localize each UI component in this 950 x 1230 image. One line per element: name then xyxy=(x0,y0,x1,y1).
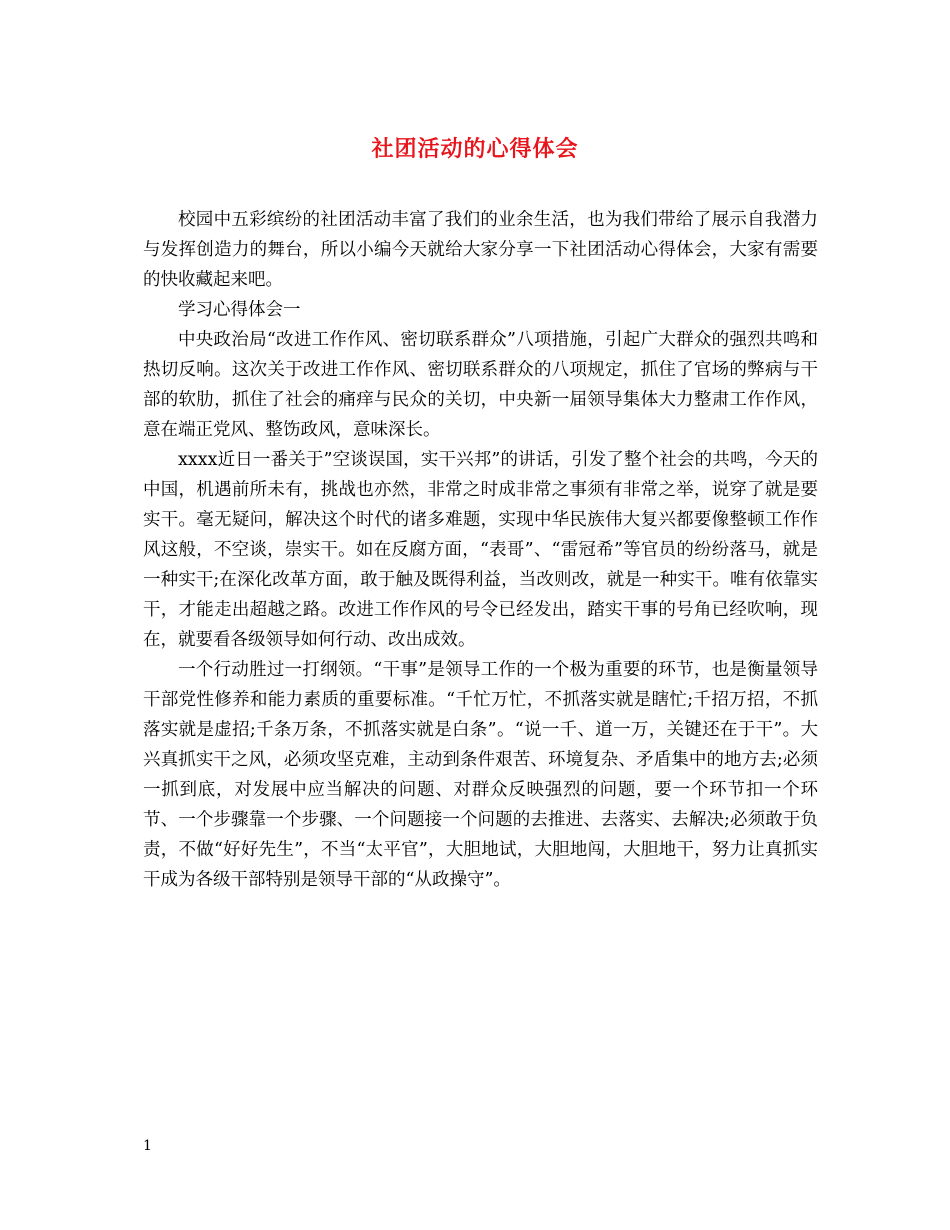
body-paragraph: 一个行动胜过一打纲领。“干事”是领导工作的一个极为重要的环节，也是衡量领导干部党性修养和能力素质的重要标准。“千忙万忙，不抓落实就是瞎忙;千招万招，不抓落实就是虚招;千条万条，不抓落实就是白条”。“说一千、道一万，关键还在于干”。大兴真抓实干之风，必须攻坚克难，主动到条件艰苦、环境复杂、矛盾集中的地方去;必须一抓到底，对发展中应当解决的问题、对群众反映强烈的问题，要一个环节扣一个环节、一个步骤靠一个步骤、一个问题接一个问题的去推进、去落实、去解决;必须敢于负责，不做“好好先生”，不当“太平官”，大胆地试，大胆地闯，大胆地干，努力让真抓实干成为各级干部特别是领导干部的“从政操守”。 xyxy=(143,660,818,890)
body-paragraph: 中央政治局“改进工作作风、密切联系群众”八项措施，引起广大群众的强烈共鸣和热切反响。这次关于改进工作作风、密切联系群众的八项规定，抓住了官场的弊病与干部的软肋，抓住了社会的痛痒与民众的关切，中央新一届领导集体大力整肃工作作风，意在端正党风、整饬政风，意味深长。 xyxy=(143,330,818,440)
document-body xyxy=(143,205,818,895)
document-title: 社团活动的心得体会 xyxy=(371,136,579,162)
page-number: 1 xyxy=(143,1138,152,1154)
body-paragraph: xxxx近日一番关于”空谈误国，实干兴邦”的讲话，引发了整个社会的共鸣，今天的中国，机遇前所未有，挑战也亦然，非常之时成非常之事须有非常之举，说穿了就是要实干。毫无疑问，解决这个时代的诸多难题，实现中华民族伟大复兴都要像整顿工作作风这般，不空谈，崇实干。如在反腐方面，“表哥”、“雷冠希”等官员的纷纷落马，就是一种实干;在深化改革方面，敢于触及既得利益，当改则改，就是一种实干。唯有依靠实干，才能走出超越之路。改进工作作风的号令已经发出，踏实干事的号角已经吹响，现在，就要看各级领导如何行动、改出成效。 xyxy=(143,450,818,650)
section-heading: 学习心得体会一 xyxy=(178,300,301,320)
intro-paragraph: 校园中五彩缤纷的社团活动丰富了我们的业余生活，也为我们带给了展示自我潜力与发挥创造力的舞台，所以小编今天就给大家分享一下社团活动心得体会，大家有需要的快收藏起来吧。 xyxy=(143,210,818,290)
